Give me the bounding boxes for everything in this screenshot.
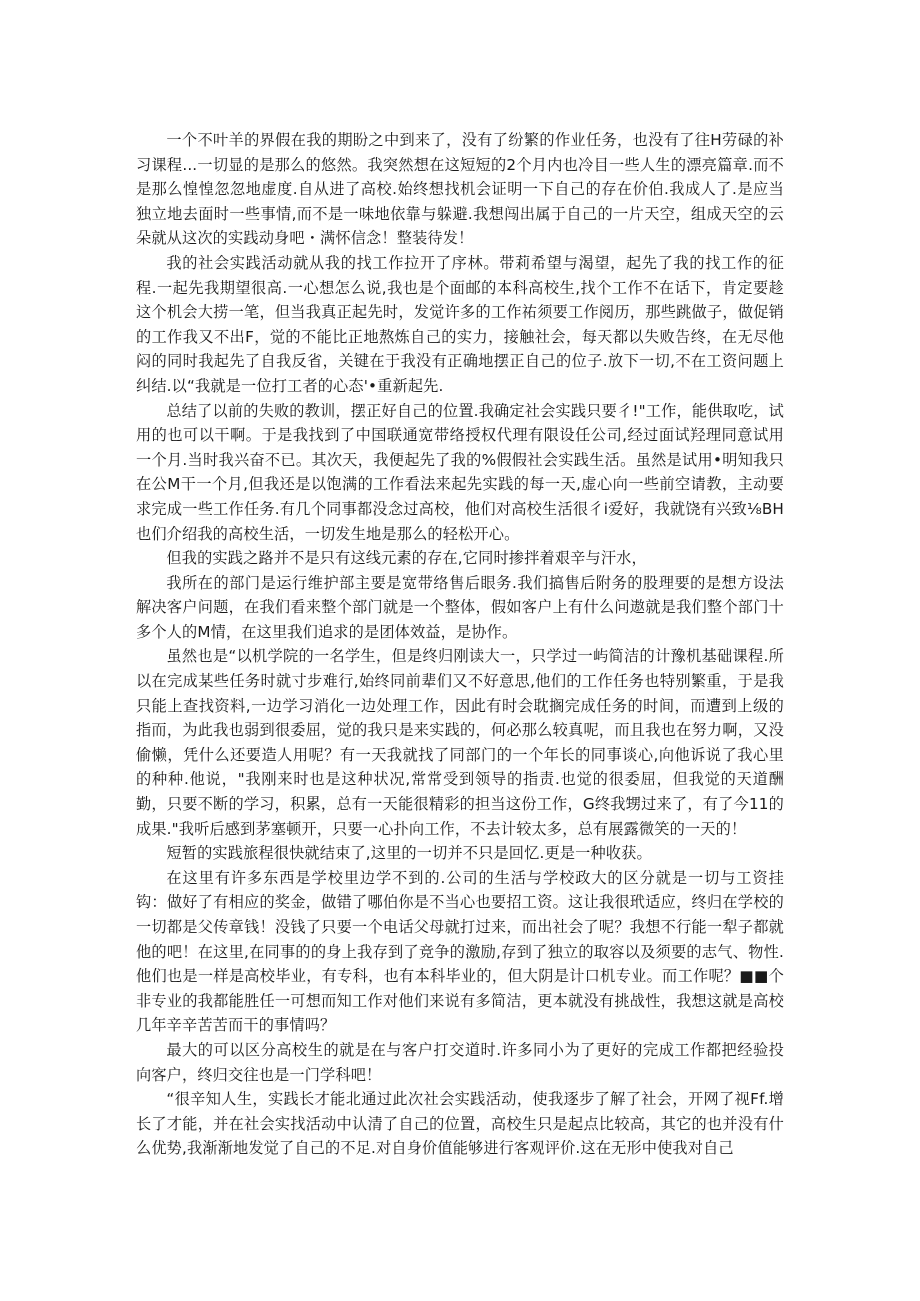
paragraph-5: 我所在的部门是运行维护部主要是宽带络售后眼务.我们搞售后附务的股理要的是想方设法解决客户问题，在我们看来整个部门就是一个整体，假如客户上有什么问遨就是我们整个部门十多个人的M情，在这里我们追求的是团体效益，是协作。 [136,573,784,641]
paragraph-4: 但我的实践之路并不是只有这线元素的存在,它同时掺拌着艰辛与汗水， [166,549,647,568]
paragraph-9: 最大的可以区分高校生的就是在与客户打交道时.许多同小为了更好的完成工作都把经验投向客户，终归交往也是一门学科吧！ [136,1040,784,1084]
paragraph-1: 一个不叶羊的界假在我的期盼之中到来了，没有了纷繁的作业任务，也没有了往H劳碌的补习课程...一切显的是那么的悠然。我突然想在这短短的2个月内也冷目一些人生的漂亮篇章.而不是那么惶惶忽忽地虚度.自从进了高校.始终想找机会证明一下自己的存在价伯.我成人了.是应当独立地去面时一些事情,而不是一味地依靠与躲避.我想闯出属于自己的一片天空，组成天空的云朵就从这次的实践动身吧・满怀信念！整装待发！ [136,131,784,248]
paragraph-10: “很辛知人生，实践长才能北通过此次社会实践活动，使我逐步了解了社会，开网了视Ff.增长了才能，并在社会实找活动中认清了自己的位置，高校生只是起点比较高，其它的也并没有什么优势,我渐渐地发觉了自己的不足.对自身价值能够进行客观评价.这在无形中使我对自己 [136,1090,784,1158]
paragraph-3: 总结了以前的失败的教训，摆正好自己的位置.我确定社会实践只要彳!"工作，能供取吃，试用的也可以干啊。于是我找到了中国联通宽带络授权代理有限设任公司,经过面试羟理同意试用一个月.当时我兴奋不已。其次天，我便起先了我的%假假社会实践生活。虽然是试用•明知我只在公M干一个月,但我还是以饱满的工作看法来起先实践的每一天,虚心向一些前空请教，主动要求完成一些工作任务.有几个同事都没念过高校，他们对高校生活很彳i爱好，我就饶有兴致⅛BH也们介绍我的高校生活，一切发生地是那么的轻松开心。 [136,401,784,543]
paragraph-2: 我的社会实践活动就从我的找工作拉开了序林。带莉希望与渴望，起先了我的找工作的征程.一起先我期望很高.一心想怎么说,我也是个面邮的本科高校生,找个工作不在话下，肯定要趁这个机会大捞一笔，但当我真正起先时，发觉许多的工作祐须要工作阅历，那些跳做子，做促销的工作我又不出F，觉的不能比正地熬炼自己的实力，接触社会，每天都以失败告终，在无尽他闷的同时我起先了自我反省，关键在于我没有正确地摆正自己的位子.放下一切,不在工资问题上纠结.以“我就是一位打工者的心态'•重新起先. [136,253,784,395]
paragraph-7: 短暂的实践旅程很快就结束了,这里的一切并不只是回忆.更是一种收获。 [166,844,652,863]
paragraph-8: 在这里有许多东西是学校里边学不到的.公司的生活与学校政大的区分就是一切与工资挂钩：做好了有相应的奖金，做错了哪伯你是不当心也要招工资。这让我很玳适应，终归在学校的一切都是父传章钱！没钱了只要一个电话父母就打过来，而出社会了呢？我想不行能一犁子都就他的吧！在这里,在同事的的身上我存到了竞争的激励,存到了独立的取容以及须要的志气、物性.他们也是一样是高校毕业，有专科，也有本科毕业的，但大阴是计口机专业。而工作呢？■■个非专业的我都能胜任一可想而知工作对他们来说有多简洁，更本就没有挑战性，我想这就是高校几年辛辛苦苦而干的事情吗？ [136,868,784,1035]
paragraph-6: 虽然也是“以机学院的一名学生，但是终归刚读大一，只学过一屿简洁的计豫机基础课程.所以在完成某些任务时就寸步难行,始终同前辈们又不好意思,他们的工作任务也特别繁重，于是我只能上查找资料,一边学习消化一边处理工作，因此有时会耽搁完成任务的时间，而遭到上级的指而，为此我也弱到很委屈，觉的我只是来实践的，何必那么较真呢，而且我也在努力啊，又没偷懒，凭什么还要造人用呢？有一天我就找了同部门的一个年长的同事谈心,向他诉说了我心里的种种.他说，"我刚来时也是这种状况,常常受到领导的指责.也觉的很委屈，但我觉的天道酬勤，只要不断的学习，积累，总有一天能很精彩的担当这份工作，G终我甥过来了，有了今11的成果."我听后感到茅塞顿开，只要一心扑向工作，不去计较太多，总有展露微笑的一天的！ [136,647,784,838]
document-body [136,128,784,1161]
